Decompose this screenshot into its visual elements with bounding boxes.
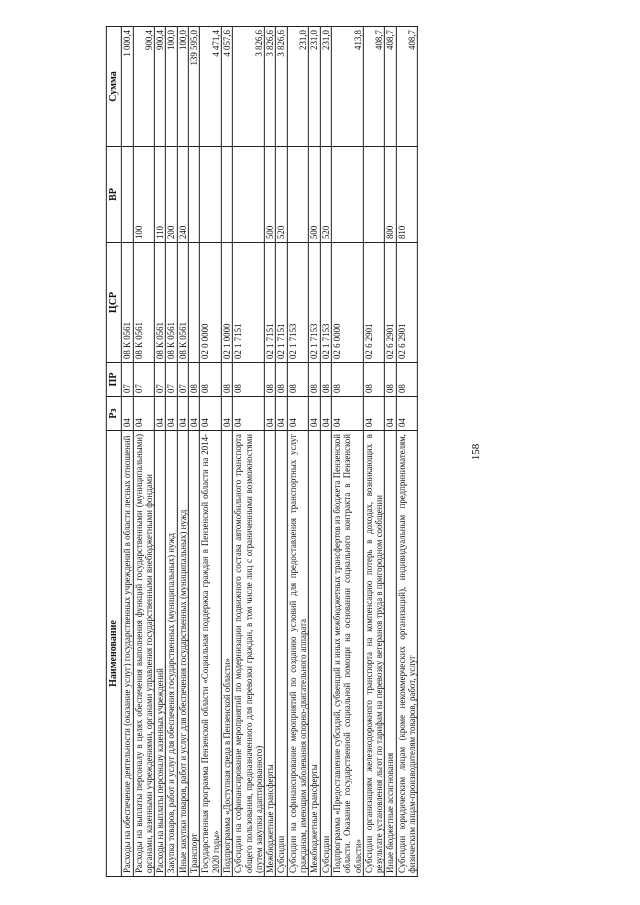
cell-rz: 04 xyxy=(221,397,232,431)
cell-vr xyxy=(221,147,232,243)
cell-sum: 231,0 xyxy=(309,27,320,147)
cell-vr: 810 xyxy=(396,147,418,243)
cell-pr: 07 xyxy=(155,363,166,397)
cell-name: Иные бюджетные ассигнования xyxy=(385,431,396,877)
cell-vr: 520 xyxy=(320,147,331,243)
cell-csr: 02 1 7153 xyxy=(320,243,331,363)
cell-rz: 04 xyxy=(265,397,276,431)
cell-pr: 08 xyxy=(363,363,385,397)
cell-pr: 08 xyxy=(320,363,331,397)
table-row xyxy=(221,27,232,877)
table-row xyxy=(309,27,320,877)
cell-rz: 04 xyxy=(276,397,287,431)
cell-csr: 08 К 0561 xyxy=(155,243,166,363)
cell-pr: 08 xyxy=(287,363,309,397)
cell-sum: 100,0 xyxy=(166,27,177,147)
cell-pr: 07 xyxy=(177,363,188,397)
cell-pr: 07 xyxy=(122,363,133,397)
cell-pr: 08 xyxy=(200,363,222,397)
header-csr: ЦСР xyxy=(106,243,121,363)
cell-pr: 08 xyxy=(331,363,363,397)
cell-csr xyxy=(188,243,199,363)
cell-csr: 02 1 7151 xyxy=(276,243,287,363)
cell-csr: 08 К 0561 xyxy=(177,243,188,363)
cell-sum: 1 000,4 xyxy=(122,27,133,147)
cell-rz: 04 xyxy=(309,397,320,431)
cell-sum: 3 826,6 xyxy=(233,27,265,147)
table-row xyxy=(265,27,276,877)
cell-csr: 08 К 0561 xyxy=(122,243,133,363)
cell-csr: 02 1 7153 xyxy=(287,243,309,363)
cell-name: Субсидии организациям железнодорожного транспорта на компенсацию потерь в доходах, возникающих в результате установления льгот по тарифам на перевозку ветеранов труда в пригородном сообщении xyxy=(363,431,385,877)
cell-pr: 08 xyxy=(309,363,320,397)
cell-sum: 408,7 xyxy=(396,27,418,147)
cell-pr: 07 xyxy=(166,363,177,397)
cell-csr: 02 1 7151 xyxy=(233,243,265,363)
cell-name: Иные закупки товаров, работ и услуг для обеспечения государственных (муниципальных) нужд xyxy=(177,431,188,877)
table-header-row xyxy=(106,27,121,877)
cell-csr: 02 6 2901 xyxy=(396,243,418,363)
cell-sum: 3 826,6 xyxy=(265,27,276,147)
cell-rz: 04 xyxy=(331,397,363,431)
cell-name: Закупка товаров, работ и услуг для обеспечения государственных (муниципальных) нужд xyxy=(166,431,177,877)
header-rz: Рз xyxy=(106,397,121,431)
cell-vr: 520 xyxy=(276,147,287,243)
cell-vr xyxy=(331,147,363,243)
cell-pr: 08 xyxy=(276,363,287,397)
cell-vr: 200 xyxy=(166,147,177,243)
cell-name: Расходы на выплаты персоналу в целях обеспечения выполнения функций государственными (муниципальными) органами, казенными учреждениями, органами управления государственными внебюджетными фондами xyxy=(133,431,155,877)
table-row xyxy=(363,27,385,877)
cell-name: Субсидии юридическим лицам (кроме некоммерческих организаций), индивидуальным предпринимателям, физическим лицам-производителям товаров, работ, услуг xyxy=(396,431,418,877)
cell-csr: 02 6 2901 xyxy=(385,243,396,363)
cell-name: Субсидии xyxy=(320,431,331,877)
cell-name: Расходы на обеспечение деятельности (оказание услуг) государственных учреждений в области лесных отношений xyxy=(122,431,133,877)
cell-vr xyxy=(363,147,385,243)
cell-name: Межбюджетные трансферты xyxy=(265,431,276,877)
cell-csr: 02 1 7151 xyxy=(265,243,276,363)
cell-rz: 04 xyxy=(320,397,331,431)
cell-rz: 04 xyxy=(166,397,177,431)
table-row xyxy=(396,27,418,877)
cell-rz: 04 xyxy=(396,397,418,431)
cell-rz: 04 xyxy=(155,397,166,431)
header-pr: ПР xyxy=(106,363,121,397)
cell-vr xyxy=(188,147,199,243)
cell-pr: 08 xyxy=(265,363,276,397)
table-row xyxy=(133,27,155,877)
cell-pr: 08 xyxy=(385,363,396,397)
cell-csr: 02 1 7153 xyxy=(309,243,320,363)
cell-vr xyxy=(200,147,222,243)
header-vr: ВР xyxy=(106,147,121,243)
cell-csr: 08 К 0561 xyxy=(133,243,155,363)
cell-sum: 139 595,0 xyxy=(188,27,199,147)
cell-pr: 08 xyxy=(221,363,232,397)
cell-name: Межбюджетные трансферты xyxy=(309,431,320,877)
page-number: 158 xyxy=(470,443,482,461)
cell-vr xyxy=(122,147,133,243)
cell-pr: 08 xyxy=(188,363,199,397)
cell-rz: 04 xyxy=(177,397,188,431)
cell-sum: 900,4 xyxy=(133,27,155,147)
cell-csr: 08 К 0561 xyxy=(166,243,177,363)
table-row xyxy=(177,27,188,877)
table-row xyxy=(188,27,199,877)
cell-rz: 04 xyxy=(122,397,133,431)
cell-name: Государственная программа Пензенской области «Социальная поддержка граждан в Пензенской области на 2014-2020 годы» xyxy=(200,431,222,877)
cell-pr: 08 xyxy=(396,363,418,397)
cell-rz: 04 xyxy=(287,397,309,431)
cell-vr: 800 xyxy=(385,147,396,243)
cell-sum: 413,8 xyxy=(331,27,363,147)
cell-pr: 07 xyxy=(133,363,155,397)
cell-name: Транспорт xyxy=(188,431,199,877)
cell-vr: 100 xyxy=(133,147,155,243)
cell-csr: 02 0 0000 xyxy=(200,243,222,363)
cell-sum: 408,7 xyxy=(363,27,385,147)
table-row xyxy=(122,27,133,877)
cell-sum: 231,0 xyxy=(320,27,331,147)
table-row xyxy=(385,27,396,877)
cell-name: Расходы на выплаты персоналу казенных учреждений xyxy=(155,431,166,877)
cell-rz: 04 xyxy=(133,397,155,431)
table-row xyxy=(320,27,331,877)
cell-sum: 231,0 xyxy=(287,27,309,147)
cell-sum: 900,4 xyxy=(155,27,166,147)
table-row xyxy=(287,27,309,877)
cell-sum: 4 471,4 xyxy=(200,27,222,147)
table-row xyxy=(233,27,265,877)
budget-table-container xyxy=(106,27,418,877)
cell-csr: 02 1 0000 xyxy=(221,243,232,363)
cell-vr: 500 xyxy=(309,147,320,243)
cell-rz: 04 xyxy=(188,397,199,431)
cell-sum: 408,7 xyxy=(385,27,396,147)
table-row xyxy=(276,27,287,877)
cell-vr: 500 xyxy=(265,147,276,243)
cell-name: Подпрограмма «Предоставление субсидий, субвенций и иных межбюджетных трансфертов из бюджета Пензенской области. Оказание государственной социальной помощи на основании социального контракта в Пензенской области» xyxy=(331,431,363,877)
cell-vr xyxy=(287,147,309,243)
cell-vr xyxy=(233,147,265,243)
cell-sum: 4 057,6 xyxy=(221,27,232,147)
table-row xyxy=(166,27,177,877)
cell-csr: 02 6 2901 xyxy=(363,243,385,363)
table-row xyxy=(331,27,363,877)
cell-rz: 04 xyxy=(363,397,385,431)
header-sum: Сумма xyxy=(106,27,121,147)
cell-vr: 110 xyxy=(155,147,166,243)
cell-rz: 04 xyxy=(200,397,222,431)
table-row xyxy=(155,27,166,877)
cell-name: Субсидии на софинансирование мероприятий по модернизации подвижного состава автомобильного транспорта общего пользования, предназначенного для перевозки граждан, в том числе лиц с ограниченными возможностями (путем закупки адаптированного) xyxy=(233,431,265,877)
table-row xyxy=(200,27,222,877)
cell-name: Субсидии на софинансирование мероприятий по созданию условий для предоставления транспортных услуг гражданам, имеющим заболевания опорно-двигательного аппарата xyxy=(287,431,309,877)
header-name: Наименование xyxy=(106,431,121,877)
cell-name: Подпрограмма «Доступная среда в Пензенской области» xyxy=(221,431,232,877)
cell-csr: 02 6 0000 xyxy=(331,243,363,363)
cell-vr: 240 xyxy=(177,147,188,243)
cell-sum: 3 826,6 xyxy=(276,27,287,147)
cell-pr: 08 xyxy=(233,363,265,397)
cell-rz: 04 xyxy=(385,397,396,431)
budget-table xyxy=(106,26,418,877)
cell-name: Субсидии xyxy=(276,431,287,877)
cell-rz: 04 xyxy=(233,397,265,431)
cell-sum: 100,0 xyxy=(177,27,188,147)
